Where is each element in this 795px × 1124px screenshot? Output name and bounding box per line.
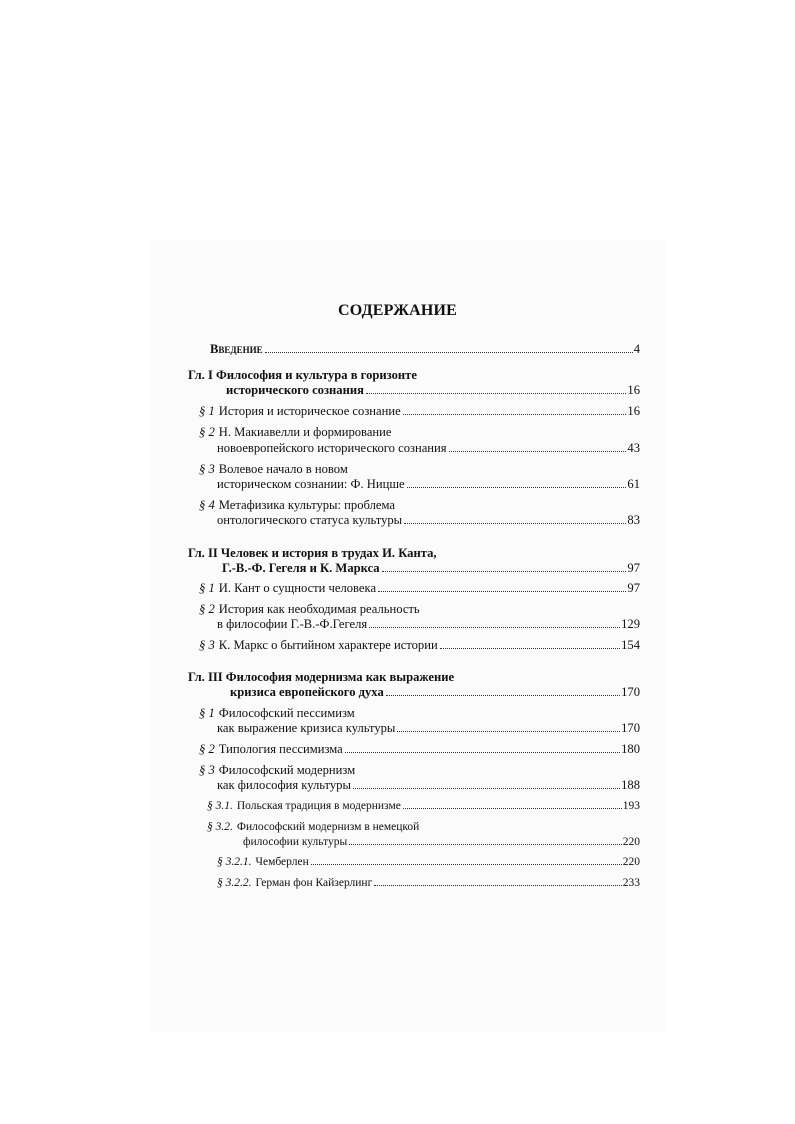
section-mark: § 3.2.1. bbox=[217, 856, 252, 868]
dot-leader bbox=[382, 571, 627, 572]
section-mark: § 1 bbox=[199, 706, 215, 720]
toc-entry-1-2[interactable] bbox=[217, 440, 640, 456]
toc-entry-label: Философский модернизм bbox=[218, 763, 356, 777]
dot-leader bbox=[378, 591, 626, 592]
toc-entry-label: Волевое начало в новом bbox=[218, 462, 348, 476]
toc-entry-label: К. Маркс о бытийном характере истории bbox=[218, 638, 438, 652]
toc-entry-1-1[interactable] bbox=[199, 403, 640, 419]
toc-entry-label: Философский пессимизм bbox=[218, 706, 355, 720]
section-mark: § 2 bbox=[199, 742, 215, 756]
page-number: 129 bbox=[621, 617, 640, 631]
toc-entry-label: История и историческое сознание bbox=[218, 404, 401, 418]
toc-entry-label: Г.-В.-Ф. Гегеля и К. Маркса bbox=[222, 561, 380, 575]
toc-entry-2-2-line1 bbox=[199, 601, 420, 617]
page-number: 170 bbox=[621, 721, 640, 735]
dot-leader bbox=[386, 695, 620, 696]
dot-leader bbox=[404, 523, 626, 524]
page-number: 16 bbox=[627, 383, 640, 397]
section-mark: § 3 bbox=[199, 763, 215, 777]
toc-entry-label: в философии Г.-В.-Ф.Гегеля bbox=[217, 617, 368, 631]
toc-entry-3-3[interactable] bbox=[217, 777, 640, 793]
toc-entry-3-3-1[interactable] bbox=[207, 798, 640, 814]
toc-entry-3-3-2-line1 bbox=[207, 819, 419, 835]
page-number: 16 bbox=[627, 404, 640, 418]
toc-entry-label: философии культуры bbox=[243, 836, 348, 848]
dot-leader bbox=[440, 648, 620, 649]
page-number: 180 bbox=[621, 742, 640, 756]
page-number: 61 bbox=[627, 477, 640, 491]
page-number: 220 bbox=[622, 856, 640, 868]
toc-entry-3-1[interactable] bbox=[217, 720, 640, 736]
toc-entry-label: И. Кант о сущности человека bbox=[218, 581, 377, 595]
section-mark: § 4 bbox=[199, 498, 215, 512]
page-number: 154 bbox=[621, 638, 640, 652]
dot-leader bbox=[407, 487, 627, 488]
chapter-1-heading: Гл. I Философия и культура в горизонте bbox=[188, 368, 417, 382]
section-mark: § 3 bbox=[199, 462, 215, 476]
toc-entry-intro[interactable] bbox=[210, 341, 640, 357]
section-mark: § 3.2.2. bbox=[217, 877, 252, 889]
toc-entry-3-3-2-2[interactable] bbox=[217, 875, 640, 891]
toc-entry-1-4[interactable] bbox=[217, 512, 640, 528]
dot-leader bbox=[397, 731, 620, 732]
page-number: 83 bbox=[627, 513, 640, 527]
section-mark: § 2 bbox=[199, 425, 215, 439]
chapter-2-heading: Гл. II Человек и история в трудах И. Канта, bbox=[188, 546, 437, 560]
toc-entry-chapter-2[interactable] bbox=[222, 560, 640, 576]
toc-entry-3-1-line1 bbox=[199, 705, 355, 721]
toc-entry-label: Чемберлен bbox=[255, 856, 309, 868]
toc-entry-label: Польская традиция в модернизме bbox=[236, 800, 401, 812]
toc-entry-label: Метафизика культуры: проблема bbox=[218, 498, 395, 512]
dot-leader bbox=[345, 752, 620, 753]
dot-leader bbox=[311, 864, 622, 865]
toc-entry-1-3-line1 bbox=[199, 461, 348, 477]
toc-entry-2-2[interactable] bbox=[217, 616, 640, 632]
section-mark: § 1 bbox=[199, 404, 215, 418]
toc-entry-chapter-1[interactable] bbox=[226, 382, 640, 398]
page-number: 188 bbox=[621, 778, 640, 792]
toc-entry-label: онтологического статуса культуры bbox=[217, 513, 403, 527]
page-number: 233 bbox=[622, 877, 640, 889]
toc-entry-label: История как необходимая реальность bbox=[218, 602, 420, 616]
page-title: СОДЕРЖАНИЕ bbox=[337, 302, 458, 319]
toc-entry-label: как выражение кризиса культуры bbox=[217, 721, 396, 735]
toc-entry-1-4-line1 bbox=[199, 497, 395, 513]
toc-entry-label: исторического сознания bbox=[226, 383, 364, 397]
dot-leader bbox=[403, 808, 622, 809]
toc-entry-label: как философия культуры bbox=[217, 778, 351, 792]
dot-leader bbox=[353, 788, 620, 789]
page-number: 43 bbox=[627, 441, 640, 455]
section-mark: § 3.2. bbox=[207, 821, 233, 833]
dot-leader bbox=[369, 627, 620, 628]
toc-entry-label: Герман фон Кайзерлинг bbox=[255, 877, 373, 889]
toc-entry-3-2[interactable] bbox=[199, 741, 640, 757]
toc-entry-chapter-3[interactable] bbox=[230, 684, 640, 700]
dot-leader bbox=[403, 414, 627, 415]
page-number: 170 bbox=[621, 685, 640, 699]
chapter-3-heading: Гл. III Философия модернизма как выражение bbox=[188, 670, 455, 684]
dot-leader bbox=[349, 844, 622, 845]
dot-leader bbox=[265, 352, 633, 353]
section-mark: § 3 bbox=[199, 638, 215, 652]
dot-leader bbox=[449, 451, 627, 452]
toc-entry-label: историческом сознании: Ф. Ницше bbox=[217, 477, 405, 491]
toc-entry-2-1[interactable] bbox=[199, 580, 640, 596]
toc-entry-3-3-2[interactable] bbox=[243, 834, 640, 850]
page-number: 193 bbox=[622, 800, 640, 812]
page-number: 97 bbox=[627, 581, 640, 595]
toc-entry-label: Н. Макиавелли и формирование bbox=[218, 425, 392, 439]
page-number: 97 bbox=[627, 561, 640, 575]
toc-entry-2-3[interactable] bbox=[199, 637, 640, 653]
toc-entry-label: Введение bbox=[210, 342, 263, 356]
toc-entry-label: новоевропейского исторического сознания bbox=[217, 441, 447, 455]
toc-entry-1-3[interactable] bbox=[217, 476, 640, 492]
section-mark: § 2 bbox=[199, 602, 215, 616]
toc-entry-1-2-line1 bbox=[199, 424, 392, 440]
dot-leader bbox=[374, 885, 621, 886]
dot-leader bbox=[366, 393, 626, 394]
toc-entry-3-3-2-1[interactable] bbox=[217, 854, 640, 870]
page-number: 220 bbox=[622, 836, 640, 848]
section-mark: § 3.1. bbox=[207, 800, 233, 812]
toc-entry-label: кризиса европейского духа bbox=[230, 685, 384, 699]
toc-entry-3-3-line1 bbox=[199, 762, 355, 778]
page-number: 4 bbox=[633, 342, 640, 356]
toc-entry-label: Философский модернизм в немецкой bbox=[236, 821, 420, 833]
toc-entry-label: Типология пессимизма bbox=[218, 742, 343, 756]
section-mark: § 1 bbox=[199, 581, 215, 595]
